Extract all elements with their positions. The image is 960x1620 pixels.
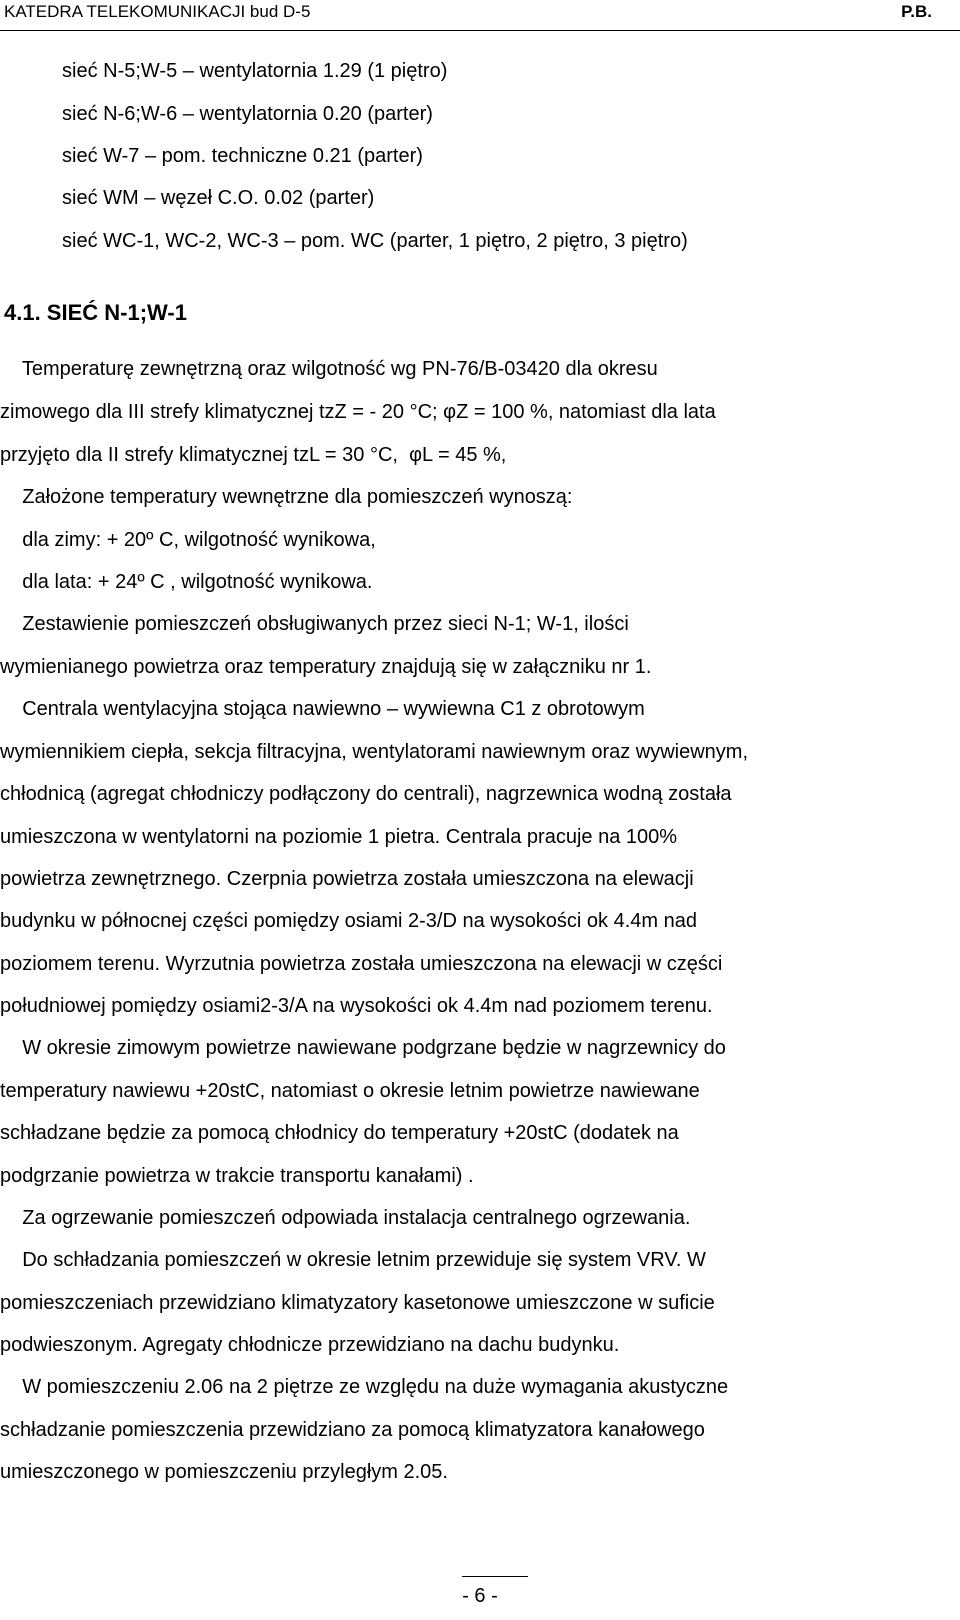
text-line: schładzane będzie za pomocą chłodnicy do temperatury +20stC (dodatek na [0, 1122, 679, 1144]
text-line: Centrala wentylacyjna stojąca nawiewno – wywiewna C1 z obrotowym [0, 698, 645, 720]
text-line: Temperaturę zewnętrzną oraz wilgotność wg PN-76/B-03420 dla okresu [0, 358, 658, 380]
text-line: budynku w północnej części pomiędzy osiami 2-3/D na wysokości ok 4.4m nad [0, 910, 698, 932]
header-initials: P.B. [901, 2, 932, 21]
list-item: sieć WC-1, WC-2, WC-3 – pom. WC (parter, 1 piętro, 2 piętro, 3 piętro) [62, 230, 688, 252]
text-line: Za ogrzewanie pomieszczeń odpowiada instalacja centralnego ogrzewania. [0, 1207, 691, 1229]
text-line: schładzanie pomieszczenia przewidziano za pomocą klimatyzatora kanałowego [0, 1419, 705, 1441]
text-line: Do schładzania pomieszczeń w okresie letnim przewiduje się system VRV. W [0, 1249, 706, 1271]
text-line: umieszczona w wentylatorni na poziomie 1 pietra. Centrala pracuje na 100% [0, 826, 678, 848]
text-line: W pomieszczeniu 2.06 na 2 piętrze ze względu na duże wymagania akustyczne [0, 1376, 729, 1398]
text-line: zimowego dla III strefy klimatycznej tzZ = - 20 °C; φZ = 100 %, natomiast dla lata [0, 401, 716, 423]
text-line: wymienianego powietrza oraz temperatury znajdują się w załączniku nr 1. [0, 656, 652, 678]
text-line: dla lata: + 24º C , wilgotność wynikowa. [0, 571, 373, 593]
text-line: wymiennikiem ciepła, sekcja filtracyjna, wentylatorami nawiewnym oraz wywiewnym, [0, 741, 749, 763]
text-line: dla zimy: + 20º C, wilgotność wynikowa, [0, 529, 376, 551]
list-item: sieć WM – węzeł C.O. 0.02 (parter) [62, 187, 375, 209]
text-line: południowej pomiędzy osiami2-3/A na wysokości ok 4.4m nad poziomem terenu. [0, 995, 713, 1017]
text-line: podgrzanie powietrza w trakcie transportu kanałami) . [0, 1165, 474, 1187]
list-item: sieć W-7 – pom. techniczne 0.21 (parter) [62, 145, 423, 167]
text-line: umieszczonego w pomieszczeniu przyległym 2.05. [0, 1461, 448, 1483]
list-item: sieć N-5;W-5 – wentylatornia 1.29 (1 piętro) [62, 60, 448, 82]
section-heading: 4.1. SIEĆ N-1;W-1 [4, 300, 187, 325]
page-header [0, 0, 960, 31]
text-line: temperatury nawiewu +20stC, natomiast o okresie letnim powietrze nawiewane [0, 1080, 700, 1102]
page-number: - 6 - [462, 1585, 498, 1607]
header-department: KATEDRA TELEKOMUNIKACJI bud D-5 [4, 2, 311, 21]
text-line: chłodnicą (agregat chłodniczy podłączony do centrali), nagrzewnica wodną została [0, 783, 732, 805]
text-line: powietrza zewnętrznego. Czerpnia powietrza została umieszczona na elewacji [0, 868, 694, 890]
text-line: pomieszczeniach przewidziano klimatyzatory kasetonowe umieszczone w suficie [0, 1292, 715, 1314]
text-line: Zestawienie pomieszczeń obsługiwanych przez sieci N-1; W-1, ilości [0, 613, 629, 635]
text-line: Założone temperatury wewnętrzne dla pomieszczeń wynoszą: [0, 486, 573, 508]
footer-divider [462, 1576, 528, 1577]
text-line: przyjęto dla II strefy klimatycznej tzL = 30 °C, φL = 45 %, [0, 444, 507, 466]
text-line: podwieszonym. Agregaty chłodnicze przewidziano na dachu budynku. [0, 1334, 620, 1356]
text-line: poziomem terenu. Wyrzutnia powietrza została umieszczona na elewacji w części [0, 953, 723, 975]
text-line: W okresie zimowym powietrze nawiewane podgrzane będzie w nagrzewnicy do [0, 1037, 726, 1059]
list-item: sieć N-6;W-6 – wentylatornia 0.20 (parter) [62, 103, 433, 125]
